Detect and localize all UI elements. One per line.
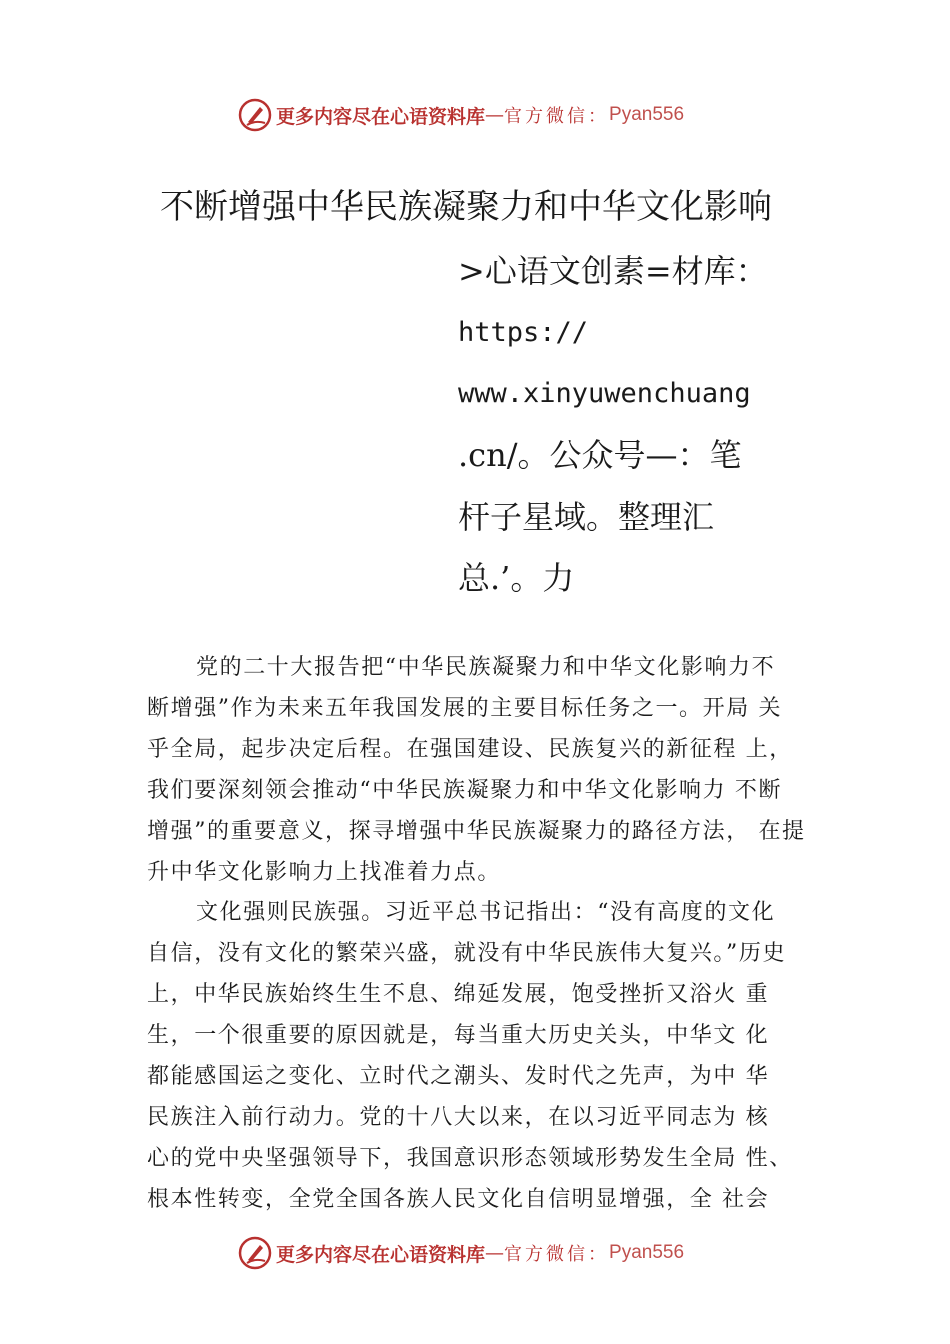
note-line-5: 杆子星域。整理汇: [458, 498, 715, 536]
paragraph-line: 文化强则民族强。习近平总书记指出：“没有高度的文化: [196, 900, 776, 925]
paragraph-line: 都能感国运之变化、立时代之潮头、发时代之先声，为中 华: [147, 1064, 770, 1089]
paragraph-line: 升中华文化影响力上找准着力点。: [147, 860, 502, 885]
wechat-label: 官方微信：: [504, 106, 610, 127]
paragraph-line: 生，一个很重要的原因就是，每当重大历史关头，中华文 化: [147, 1023, 770, 1048]
note-line-6: 总.’。力: [458, 559, 575, 597]
paragraph-line: 根本性转变，全党全国各族人民文化自信明显增强，全 社会: [147, 1187, 770, 1212]
seal-logo-icon: [238, 98, 272, 132]
note-line-1: >心语文创素=材库：: [458, 252, 768, 290]
paragraph-line: 上，中华民族始终生生不息、绵延发展，饱受挫折又浴火 重: [147, 982, 770, 1007]
document-title: 不断增强中华民族凝聚力和中华文化影响: [160, 187, 772, 227]
paragraph-line: 断增强”作为未来五年我国发展的主要目标任务之一。开局 关: [147, 696, 783, 721]
footer-banner: [238, 1235, 684, 1271]
note-line-2: https://: [458, 317, 589, 348]
note-line-4: .cn/。公众号—：笔: [458, 436, 742, 474]
paragraph-line: 我们要深刻领会推动“中华民族凝聚力和中华文化影响力 不断: [147, 778, 783, 803]
paragraph-2: [147, 892, 837, 1220]
separator-dash: —: [485, 104, 505, 126]
paragraph-line: 民族注入前行动力。党的十八大以来，在以习近平同志为 核: [147, 1105, 770, 1130]
paragraph-line: 心的党中央坚强领导下，我国意识形态领域形势发生全局 性、: [147, 1146, 793, 1171]
promo-text: 更多内容尽在心语资料库: [276, 105, 486, 128]
paragraph-line: 党的二十大报告把“中华民族凝聚力和中华文化影响力不: [196, 655, 776, 680]
separator-dash: —: [485, 1242, 505, 1264]
seal-logo-icon: [238, 1236, 272, 1270]
note-line-3: www.xinyuwenchuang: [458, 378, 751, 409]
header-banner: [238, 97, 684, 133]
promo-text: 更多内容尽在心语资料库: [276, 1243, 486, 1266]
wechat-label: 官方微信：: [504, 1244, 610, 1265]
wechat-id: Pyan556: [609, 1242, 685, 1263]
paragraph-line: 增强”的重要意义，探寻增强中华民族凝聚力的路径方法， 在提: [147, 819, 806, 844]
wechat-id: Pyan556: [609, 104, 685, 125]
paragraph-1: [147, 647, 837, 893]
paragraph-line: 自信，没有文化的繁荣兴盛，就没有中华民族伟大复兴。”历史: [147, 941, 787, 966]
paragraph-line: 乎全局，起步决定后程。在强国建设、民族复兴的新征程 上，: [147, 737, 793, 762]
